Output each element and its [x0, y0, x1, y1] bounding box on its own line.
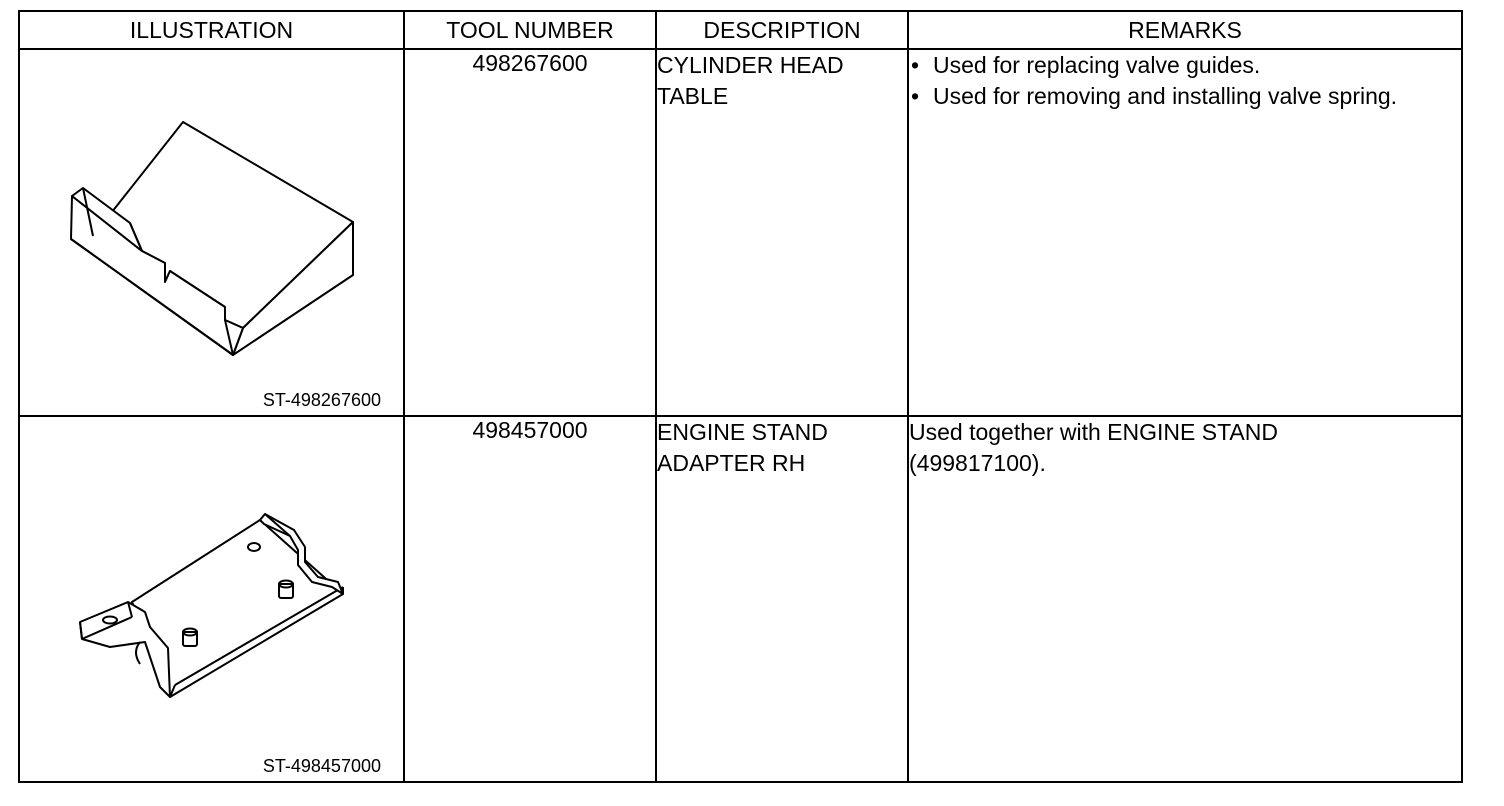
- description-line: ADAPTER RH: [657, 450, 806, 476]
- header-illustration: ILLUSTRATION: [19, 11, 404, 49]
- description-line: ENGINE STAND: [657, 419, 828, 445]
- illustration-code: ST-498267600: [262, 390, 381, 410]
- illustration-cell: [19, 49, 404, 416]
- engine-stand-adapter-illustration: [20, 417, 404, 781]
- remarks: [908, 416, 1462, 782]
- header-remarks: REMARKS: [908, 11, 1462, 49]
- table-row: [19, 49, 1462, 416]
- special-tools-table: [18, 10, 1463, 783]
- header-row: [19, 11, 1462, 49]
- table-row: [19, 416, 1462, 782]
- illustration-cell: [19, 416, 404, 782]
- header-tool-number: TOOL NUMBER: [404, 11, 656, 49]
- tool-number: 498457000: [404, 416, 656, 782]
- remark-line: Used together with ENGINE STAND: [909, 419, 1278, 445]
- header-description: DESCRIPTION: [656, 11, 908, 49]
- illustration-code: ST-498457000: [262, 756, 381, 776]
- description-line: TABLE: [657, 83, 729, 109]
- cylinder-head-table-illustration: [20, 50, 404, 415]
- description: [656, 49, 908, 416]
- remark-line: (499817100).: [909, 450, 1046, 476]
- remarks: [908, 49, 1462, 416]
- description: [656, 416, 908, 782]
- remarks-list: [909, 50, 1461, 112]
- remark-item: • Used for replacing valve guides.: [909, 50, 1461, 81]
- remark-item: • Used for removing and installing valve spring.: [909, 81, 1461, 112]
- tool-number: 498267600: [404, 49, 656, 416]
- description-line: CYLINDER HEAD: [657, 52, 844, 78]
